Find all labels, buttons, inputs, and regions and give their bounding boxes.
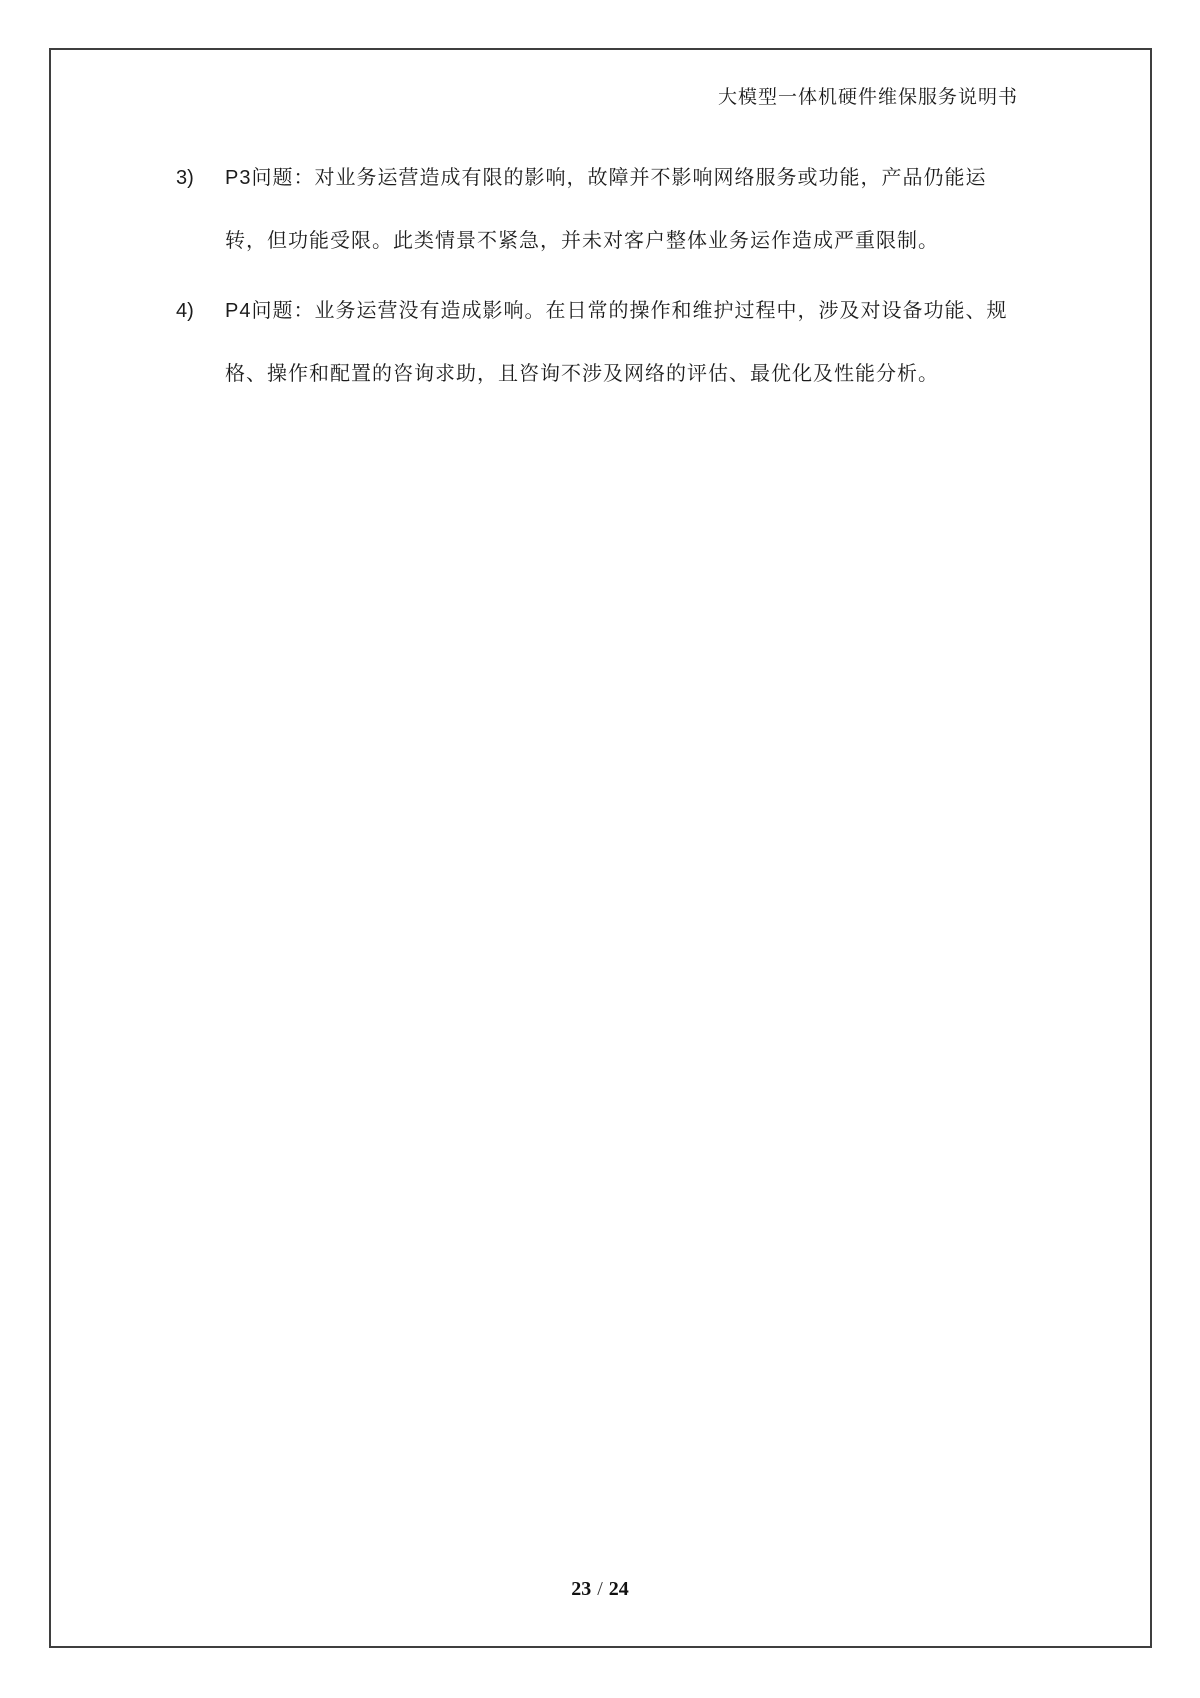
list-item-number: 3) bbox=[176, 167, 194, 189]
list-item-line: 转，但功能受限。此类情景不紧急，并未对客户整体业务运作造成严重限制。 bbox=[225, 230, 939, 252]
document-header-title: 大模型一体机硬件维保服务说明书 bbox=[717, 87, 1018, 108]
list-item bbox=[176, 280, 1008, 406]
list-item bbox=[176, 147, 986, 273]
list-item-line: 格、操作和配置的咨询求助，且咨询不涉及网络的评估、最优化及性能分析。 bbox=[225, 363, 939, 385]
list-item-number: 4) bbox=[176, 300, 194, 322]
list-item-line: P4问题：业务运营没有造成影响。在日常的操作和维护过程中，涉及对设备功能、规 bbox=[225, 300, 1008, 322]
ordered-list bbox=[176, 147, 1008, 413]
list-item-text bbox=[225, 147, 986, 273]
page-number bbox=[0, 1578, 1200, 1601]
list-item-text bbox=[225, 280, 1007, 406]
total-page-number: 24 bbox=[608, 1578, 629, 1600]
list-item-line: P3问题：对业务运营造成有限的影响，故障并不影响网络服务或功能，产品仍能运 bbox=[225, 167, 987, 189]
current-page-number: 23 bbox=[571, 1578, 592, 1600]
page-number-separator: / bbox=[597, 1578, 603, 1600]
